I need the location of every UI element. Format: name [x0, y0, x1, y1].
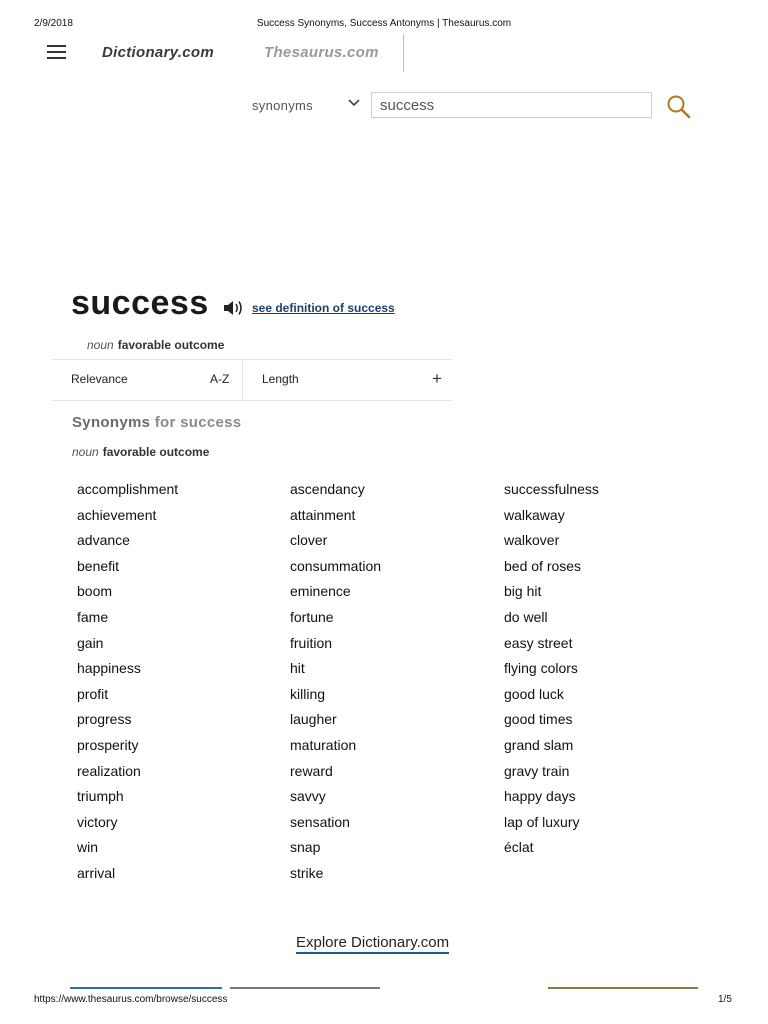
synonym-link[interactable]: killing — [290, 685, 326, 702]
sort-relevance-button[interactable]: Relevance — [71, 372, 128, 386]
synonym-link[interactable]: arrival — [77, 864, 116, 881]
nav-divider — [403, 34, 404, 72]
part-of-speech: noun — [87, 338, 114, 352]
synonym-link[interactable]: reward — [290, 762, 333, 779]
synonym-link[interactable]: ascendancy — [290, 481, 365, 497]
synonym-link[interactable]: achievement — [77, 506, 157, 523]
part-of-speech: noun — [72, 445, 99, 459]
see-definition-link[interactable]: see definition of success — [252, 301, 395, 315]
synonym-link[interactable]: laugher — [290, 711, 337, 728]
synonyms-sense — [72, 445, 209, 459]
synonym-link[interactable]: benefit — [77, 557, 120, 574]
synonym-link[interactable]: snap — [290, 839, 321, 856]
synonym-link[interactable]: attainment — [290, 506, 356, 523]
dictionary-brand-link[interactable]: Dictionary.com — [102, 44, 215, 61]
synonym-link[interactable]: prosperity — [77, 736, 139, 753]
synonym-link[interactable]: walkover — [504, 532, 560, 549]
print-page-number: 1/5 — [718, 994, 732, 1005]
search-icon[interactable] — [666, 94, 692, 120]
synonym-link[interactable]: progress — [77, 711, 132, 728]
synonym-link[interactable]: bed of roses — [504, 557, 582, 574]
synonym-link[interactable]: happiness — [77, 660, 141, 677]
promo-strip-3 — [548, 987, 698, 989]
synonym-link[interactable]: fame — [77, 608, 109, 625]
synonym-link[interactable]: accomplishment — [77, 481, 179, 497]
synonym-link[interactable]: profit — [77, 685, 109, 702]
headword: success — [71, 284, 209, 322]
synonym-link[interactable]: éclat — [504, 839, 534, 856]
synonym-link[interactable]: do well — [504, 608, 548, 625]
sense-label: favorable outcome — [102, 445, 210, 459]
synonym-column-3 — [504, 480, 704, 864]
synonyms-heading-for: for success — [154, 414, 242, 431]
synonym-link[interactable]: eminence — [290, 583, 351, 600]
synonym-link[interactable]: successfulness — [504, 481, 599, 497]
synonym-link[interactable]: grand slam — [504, 736, 574, 753]
promo-strip-1 — [70, 987, 222, 989]
synonyms-heading-main: Synonyms — [72, 414, 151, 431]
print-page-title: Success Synonyms, Success Antonyms | Thesaurus.com — [256, 18, 512, 29]
synonym-link[interactable]: boom — [77, 583, 113, 600]
synonym-link[interactable]: fortune — [290, 608, 334, 625]
synonym-link[interactable]: realization — [77, 762, 141, 779]
print-url: https://www.thesaurus.com/browse/success — [34, 994, 228, 1005]
synonym-link[interactable]: hit — [290, 660, 305, 677]
expand-plus-icon[interactable]: + — [432, 369, 442, 388]
synonym-link[interactable]: easy street — [504, 634, 573, 651]
synonym-link[interactable]: gain — [77, 634, 104, 651]
explore-dictionary-link[interactable]: Explore Dictionary.com — [296, 934, 449, 954]
synonym-link[interactable]: flying colors — [504, 660, 578, 677]
synonym-column-2 — [290, 480, 490, 890]
synonym-link[interactable]: sensation — [290, 813, 350, 830]
entry-sense — [87, 338, 224, 352]
synonym-link[interactable]: walkaway — [504, 506, 565, 523]
promo-strip-2 — [230, 987, 380, 989]
thesaurus-brand-link[interactable]: Thesaurus.com — [264, 44, 379, 61]
synonyms-heading — [72, 414, 241, 431]
synonym-column-1 — [77, 480, 277, 890]
synonym-link[interactable]: consummation — [290, 557, 382, 574]
synonym-link[interactable]: advance — [77, 532, 130, 549]
sort-bar — [52, 359, 452, 401]
synonym-link[interactable]: clover — [290, 532, 328, 549]
sort-az-button[interactable]: A-Z — [210, 372, 230, 386]
synonym-link[interactable]: good times — [504, 711, 573, 728]
print-date: 2/9/2018 — [34, 18, 73, 29]
synonym-link[interactable]: good luck — [504, 685, 564, 702]
synonym-link[interactable]: fruition — [290, 634, 333, 651]
speaker-icon[interactable] — [222, 298, 244, 318]
search-input[interactable] — [371, 92, 652, 118]
hamburger-icon[interactable] — [47, 45, 66, 59]
synonym-link[interactable]: triumph — [77, 788, 124, 805]
synonym-link[interactable]: happy days — [504, 788, 576, 805]
synonym-link[interactable]: gravy train — [504, 762, 570, 779]
synonym-link[interactable]: savvy — [290, 788, 326, 805]
sort-length-button[interactable]: Length — [262, 372, 299, 386]
sort-divider — [242, 360, 243, 400]
synonym-link[interactable]: lap of luxury — [504, 813, 580, 830]
search-type-select[interactable]: synonyms — [252, 98, 313, 113]
synonym-link[interactable]: big hit — [504, 583, 542, 600]
sense-label: favorable outcome — [117, 338, 225, 352]
synonym-link[interactable]: maturation — [290, 736, 357, 753]
synonym-link[interactable]: victory — [77, 813, 118, 830]
synonym-link[interactable]: strike — [290, 864, 324, 881]
synonym-link[interactable]: win — [77, 839, 99, 856]
chevron-down-icon[interactable] — [346, 96, 362, 110]
